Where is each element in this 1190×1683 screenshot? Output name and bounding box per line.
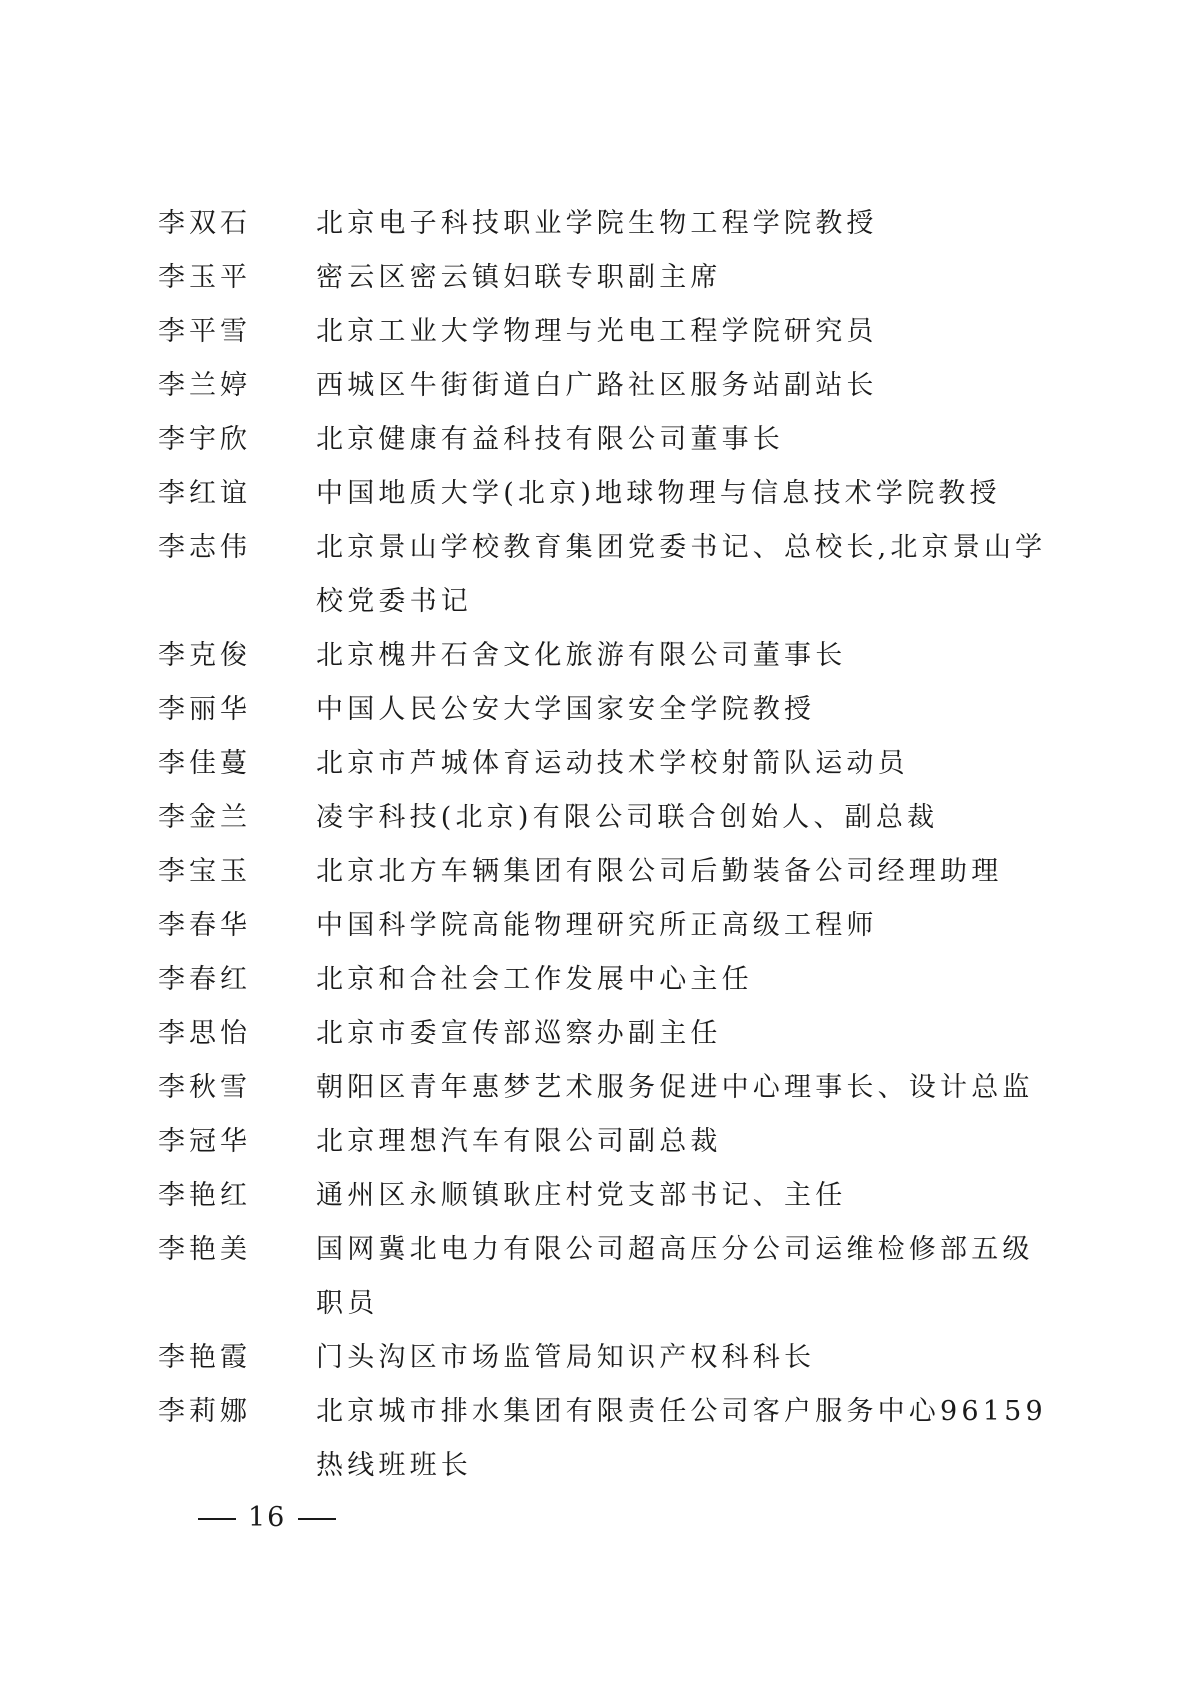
person-title: 国网冀北电力有限公司超高压分公司运维检修部五级职员 (316, 1234, 1034, 1319)
person-title: 北京市芦城体育运动技术学校射箭队运动员 (316, 748, 909, 779)
list-item (158, 359, 1058, 413)
person-name: 李红谊 (158, 478, 251, 509)
list-item (158, 413, 1058, 467)
person-title: 北京理想汽车有限公司副总裁 (316, 1126, 722, 1157)
person-name: 李莉娜 (158, 1396, 251, 1427)
person-name: 李秋雪 (158, 1072, 251, 1103)
person-title: 密云区密云镇妇联专职副主席 (316, 262, 722, 293)
list-item (158, 1223, 1058, 1331)
person-title: 北京健康有益科技有限公司董事长 (316, 424, 784, 455)
person-title: 中国人民公安大学国家安全学院教授 (316, 694, 816, 725)
person-name: 李艳美 (158, 1234, 251, 1265)
list-item (158, 845, 1058, 899)
person-name: 李艳霞 (158, 1342, 251, 1373)
list-item (158, 197, 1058, 251)
person-title: 朝阳区青年惠梦艺术服务促进中心理事长、设计总监 (316, 1072, 1034, 1103)
person-title: 通州区永顺镇耿庄村党支部书记、主任 (316, 1180, 847, 1211)
person-name: 李双石 (158, 208, 251, 239)
list-item (158, 629, 1058, 683)
person-name: 李宝玉 (158, 856, 251, 887)
list-item (158, 1007, 1058, 1061)
list-item (158, 791, 1058, 845)
person-name: 李志伟 (158, 532, 251, 563)
page-footer (186, 1498, 348, 1538)
list-item (158, 1115, 1058, 1169)
person-title: 北京工业大学物理与光电工程学院研究员 (316, 316, 878, 347)
list-item (158, 899, 1058, 953)
person-title: 北京市委宣传部巡察办副主任 (316, 1018, 722, 1049)
person-title: 北京电子科技职业学院生物工程学院教授 (316, 208, 878, 239)
person-name: 李宇欣 (158, 424, 251, 455)
person-name: 李春红 (158, 964, 251, 995)
person-title: 门头沟区市场监管局知识产权科科长 (316, 1342, 816, 1373)
list-item (158, 1385, 1058, 1493)
list-item (158, 305, 1058, 359)
footer-dash-left (198, 1518, 236, 1520)
list-item (158, 1169, 1058, 1223)
person-name: 李佳蔓 (158, 748, 251, 779)
person-name: 李玉平 (158, 262, 251, 293)
list-item (158, 521, 1058, 629)
list-item (158, 737, 1058, 791)
person-title: 中国科学院高能物理研究所正高级工程师 (316, 910, 878, 941)
person-name: 李金兰 (158, 802, 251, 833)
person-title: 北京和合社会工作发展中心主任 (316, 964, 753, 995)
name-list (158, 197, 1058, 1493)
list-item (158, 683, 1058, 737)
list-item (158, 953, 1058, 1007)
person-name: 李丽华 (158, 694, 251, 725)
person-name: 李春华 (158, 910, 251, 941)
list-item (158, 1331, 1058, 1385)
person-name: 李冠华 (158, 1126, 251, 1157)
list-item (158, 251, 1058, 305)
person-name: 李兰婷 (158, 370, 251, 401)
person-name: 李克俊 (158, 640, 251, 671)
list-item (158, 467, 1058, 521)
person-title: 北京槐井石舍文化旅游有限公司董事长 (316, 640, 847, 671)
footer-dash-right (298, 1518, 336, 1520)
person-title: 北京北方车辆集团有限公司后勤装备公司经理助理 (316, 856, 1003, 887)
person-title: 西城区牛街街道白广路社区服务站副站长 (316, 370, 878, 401)
person-title: 中国地质大学(北京)地球物理与信息技术学院教授 (316, 478, 1001, 509)
person-name: 李平雪 (158, 316, 251, 347)
page-number: 16 (248, 1502, 287, 1533)
person-title: 北京景山学校教育集团党委书记、总校长,北京景山学校党委书记 (316, 532, 1047, 617)
person-title: 北京城市排水集团有限责任公司客户服务中心96159热线班班长 (316, 1396, 1047, 1481)
person-name: 李艳红 (158, 1180, 251, 1211)
person-name: 李思怡 (158, 1018, 251, 1049)
person-title: 凌宇科技(北京)有限公司联合创始人、副总裁 (316, 802, 939, 833)
list-item (158, 1061, 1058, 1115)
